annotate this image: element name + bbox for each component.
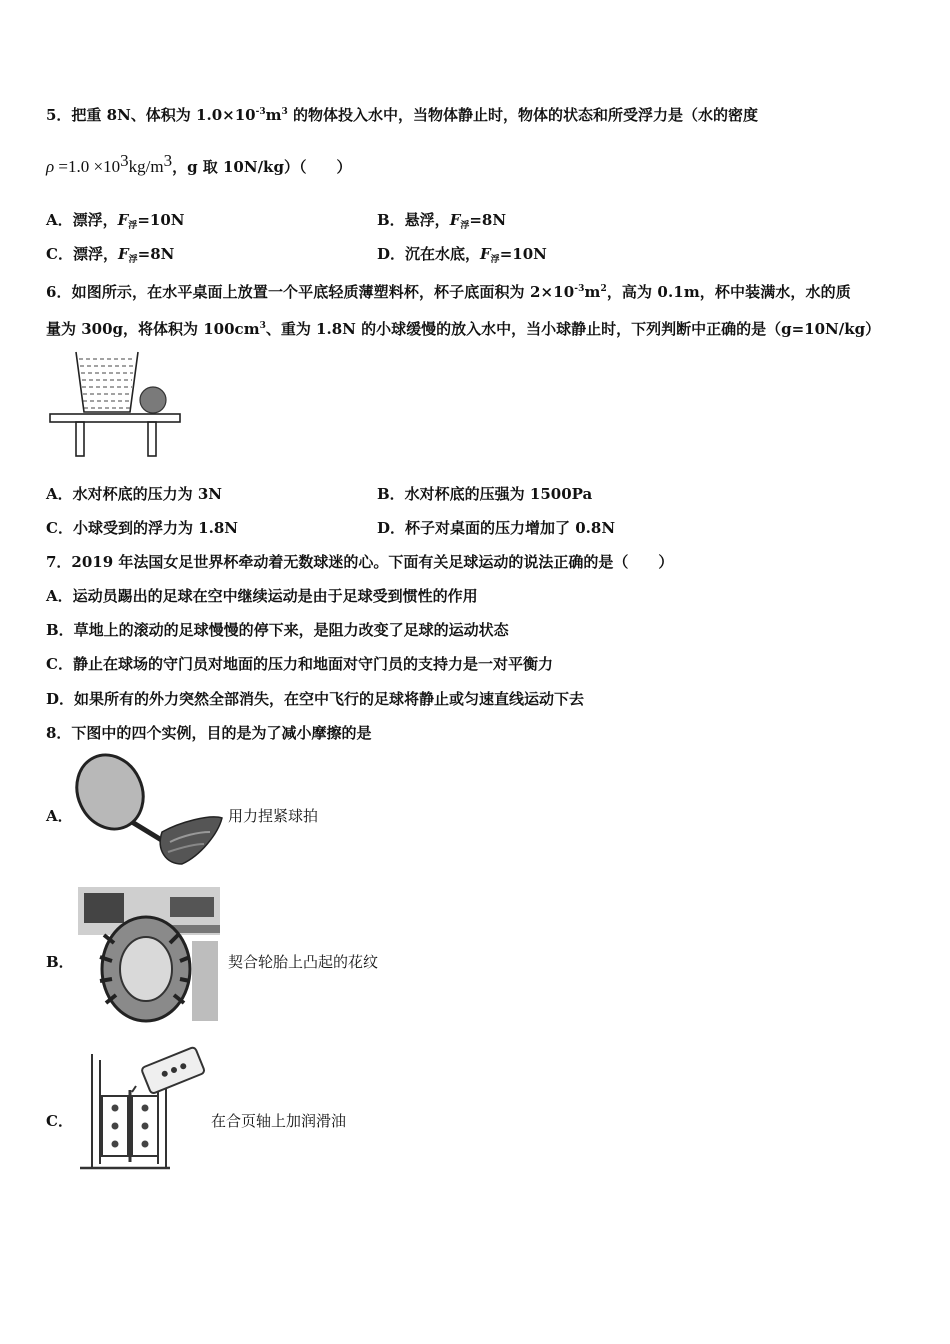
q6-unit-exponent: 2 <box>600 284 607 294</box>
option-label: B．悬浮， <box>377 211 450 229</box>
q5-unit: m <box>265 106 282 124</box>
q6-stem-line1 <box>46 279 851 302</box>
rho-value: =1.0 ×10 <box>54 157 121 176</box>
q6-stem-rest2: 、重为 1.8N 的小球缓慢的放入水中，当小球静止时，下列判断中正确的是（g=10N/kg） <box>265 320 881 338</box>
option-label: D．沉在水底， <box>377 245 481 263</box>
q5-option-d[interactable] <box>377 244 547 270</box>
q6-stem-text: 6．如图所示，在水平桌面上放置一个平底轻质薄塑料杯，杯子底面积为 2×10 <box>46 283 575 301</box>
cup-on-table-figure <box>46 348 186 460</box>
force-symbol: F <box>480 245 491 263</box>
q6-unit: m <box>584 283 601 301</box>
q5-option-c[interactable] <box>46 244 174 270</box>
q7-option-b[interactable]: B．草地上的滚动的足球慢慢的停下来，是阻力改变了足球的运动状态 <box>46 621 509 639</box>
q5-option-b[interactable] <box>377 210 506 236</box>
q6-option-a[interactable]: A．水对杯底的压力为 3N <box>46 485 223 503</box>
force-symbol: F <box>117 211 129 229</box>
q7-option-d[interactable]: D．如果所有的外力突然全部消失，在空中飞行的足球将静止或匀速直线运动下去 <box>46 690 585 708</box>
g-value: ，g 取 10N/kg）（ ） <box>172 158 352 176</box>
q5-stem-line1 <box>46 102 758 125</box>
q7-option-c[interactable]: C．静止在球场的守门员对地面的压力和地面对守门员的支持力是一对平衡力 <box>46 655 553 673</box>
option-value: =10N <box>137 211 185 229</box>
rho-unit-exponent: 3 <box>163 151 173 170</box>
q6-exponent: -3 <box>574 284 585 294</box>
q5-stem-rest: 的物体投入水中，当物体静止时，物体的状态和所受浮力是（水的密度 <box>287 106 758 124</box>
q8-option-b-label[interactable]: B． <box>46 953 74 971</box>
q6-stem-rest: ，高为 0.1m，杯中装满水，水的质 <box>606 283 851 301</box>
rho-unit: kg/m <box>128 157 164 176</box>
rho-symbol: ρ <box>46 157 55 176</box>
force-subscript: 浮 <box>128 221 138 231</box>
q7-option-a[interactable]: A．运动员踢出的足球在空中继续运动是由于足球受到惯性的作用 <box>46 587 478 605</box>
force-symbol: F <box>449 211 461 229</box>
q5-density-formula <box>46 150 351 178</box>
option-value: =10N <box>499 245 547 263</box>
q5-option-a[interactable] <box>46 210 184 236</box>
racket-grip-image <box>70 752 230 870</box>
tractor-tire-image <box>74 885 224 1023</box>
q8-option-a-caption: 用力捏紧球拍 <box>228 807 319 825</box>
q6-option-c[interactable]: C．小球受到的浮力为 1.8N <box>46 519 238 537</box>
q6-stem-text2: 量为 300g，将体积为 100cm <box>46 320 260 338</box>
q8-option-a-label[interactable]: A． <box>46 807 73 825</box>
ball-icon <box>140 387 166 413</box>
force-subscript: 浮 <box>128 255 138 265</box>
q7-stem: 7．2019 年法国女足世界杯牵动着无数球迷的心。下面有关足球运动的说法正确的是（ ） <box>46 553 674 571</box>
option-label: A．漂浮， <box>46 211 118 229</box>
option-value: =8N <box>137 245 175 263</box>
force-subscript: 浮 <box>460 221 470 231</box>
q8-option-c-label[interactable]: C． <box>46 1112 73 1130</box>
q6-exponent2: 3 <box>259 321 266 331</box>
q5-unit-exponent: 3 <box>281 107 288 117</box>
q8-option-b-caption: 契合轮胎上凸起的花纹 <box>228 953 379 971</box>
q6-option-d[interactable]: D．杯子对桌面的压力增加了 0.8N <box>377 519 616 537</box>
option-value: =8N <box>469 211 507 229</box>
hinge-oil-image <box>74 1046 214 1174</box>
q8-stem: 8．下图中的四个实例，目的是为了减小摩擦的是 <box>46 724 372 742</box>
q6-stem-line2 <box>46 316 880 339</box>
rho-exponent: 3 <box>120 151 129 170</box>
force-symbol: F <box>117 245 129 263</box>
q6-option-b[interactable]: B．水对杯底的压强为 1500Pa <box>377 485 593 503</box>
q5-exponent: -3 <box>255 107 266 117</box>
option-label: C．漂浮， <box>46 245 118 263</box>
q8-option-c-caption: 在合页轴上加润滑油 <box>211 1112 347 1130</box>
q5-stem-text: 5．把重 8N、体积为 1.0×10 <box>46 106 256 124</box>
force-subscript: 浮 <box>490 255 500 265</box>
